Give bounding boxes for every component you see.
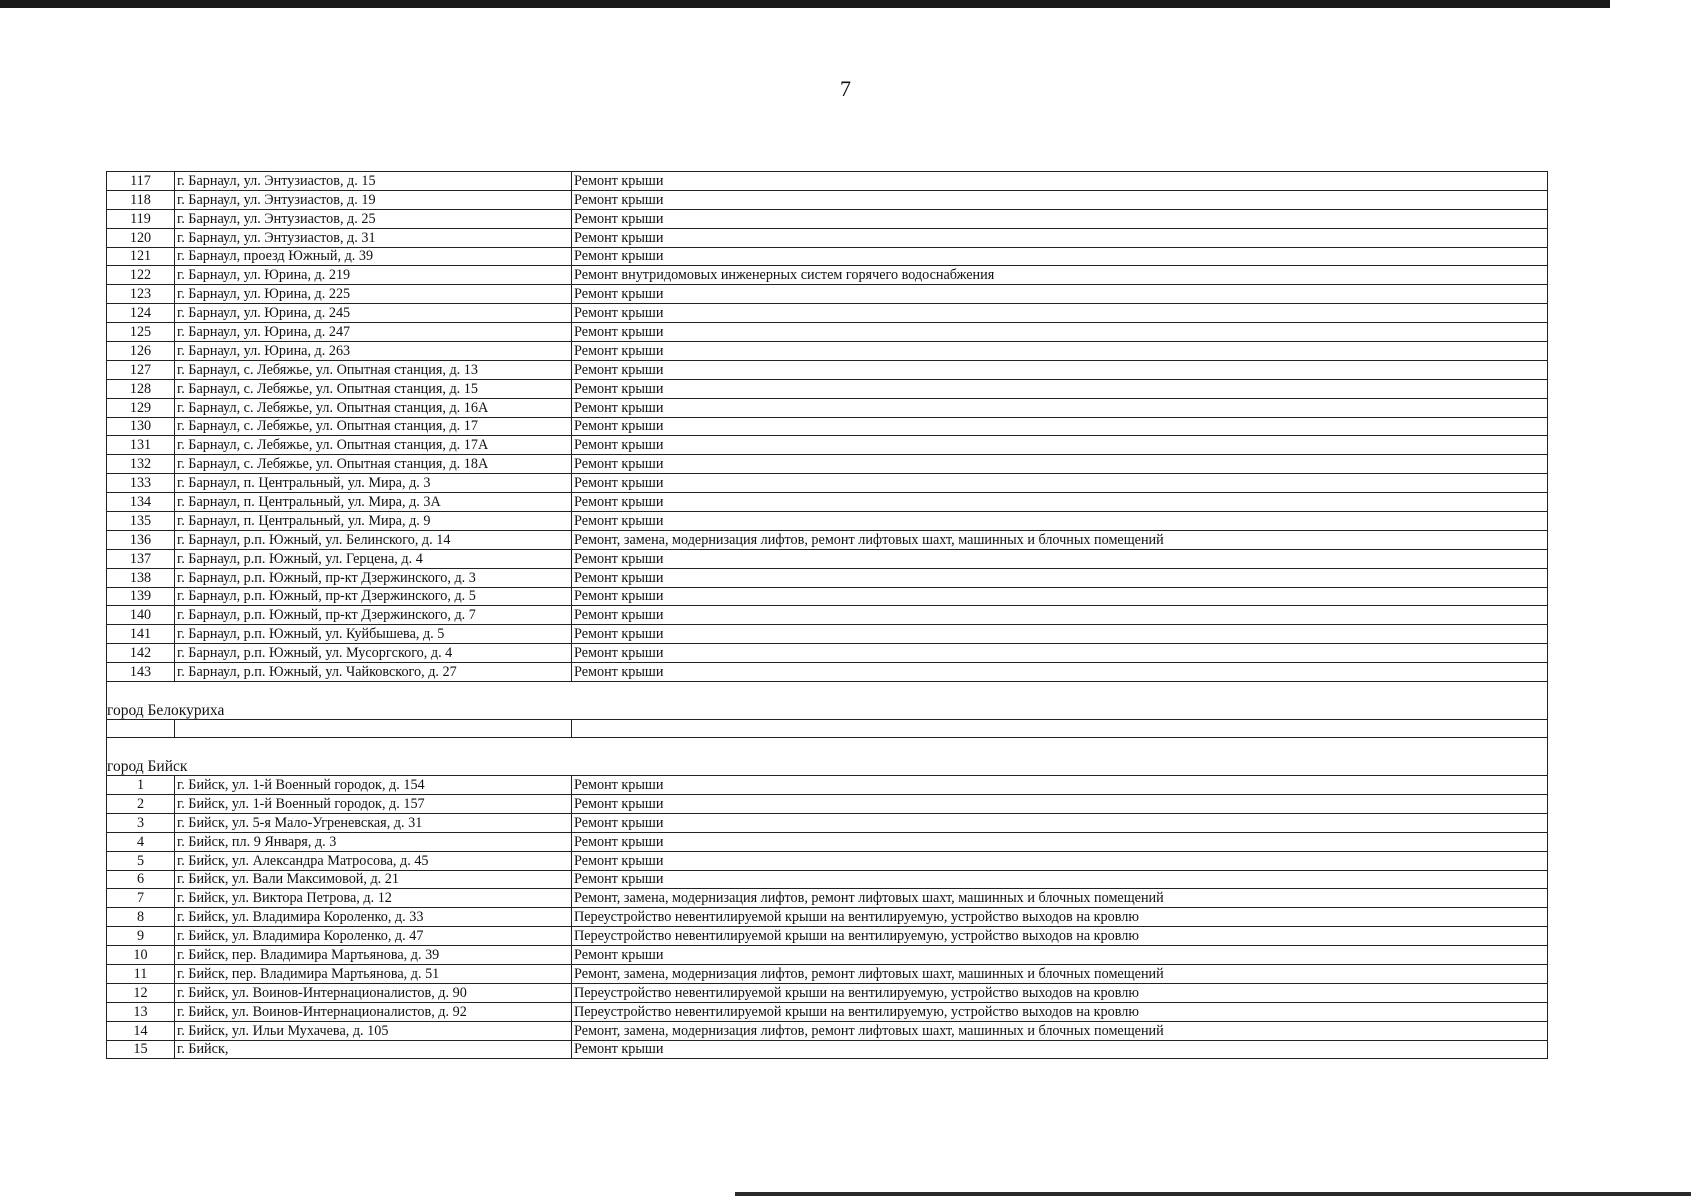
row-address: г. Бийск, пер. Владимира Мартьянова, д. 39 [175,946,572,965]
row-address: г. Бийск, ул. Ильи Мухачева, д. 105 [175,1021,572,1040]
row-number: 15 [107,1040,175,1059]
row-address: г. Барнаул, ул. Юрина, д. 263 [175,342,572,361]
row-number: 125 [107,323,175,342]
row-address: г. Барнаул, р.п. Южный, ул. Куйбышева, д. 5 [175,625,572,644]
row-address: г. Бийск, [175,1040,572,1059]
row-number: 140 [107,606,175,625]
row-number: 1 [107,776,175,795]
row-address: г. Бийск, ул. Владимира Короленко, д. 47 [175,927,572,946]
row-address: г. Бийск, ул. 1-й Военный городок, д. 154 [175,776,572,795]
row-work-type: Ремонт, замена, модернизация лифтов, ремонт лифтовых шахт, машинных и блочных помещений [572,1021,1548,1040]
row-work-type: Ремонт крыши [572,606,1548,625]
table-row [107,851,1548,870]
row-number: 137 [107,549,175,568]
row-number: 126 [107,342,175,361]
row-address: г. Барнаул, ул. Юрина, д. 245 [175,304,572,323]
row-address: г. Барнаул, ул. Юрина, д. 219 [175,266,572,285]
row-number: 130 [107,417,175,436]
row-number: 13 [107,1002,175,1021]
row-number: 136 [107,530,175,549]
row-number: 6 [107,870,175,889]
row-address: г. Бийск, ул. Воинов-Интернационалистов, д. 92 [175,1002,572,1021]
table-row [107,1040,1548,1059]
row-address: г. Бийск, ул. Владимира Короленко, д. 33 [175,908,572,927]
row-address: г. Барнаул, р.п. Южный, пр-кт Дзержинского, д. 5 [175,587,572,606]
row-work-type: Ремонт крыши [572,851,1548,870]
scan-border-bottom [735,1192,1691,1196]
row-number: 14 [107,1021,175,1040]
row-address: г. Барнаул, р.п. Южный, пр-кт Дзержинского, д. 7 [175,606,572,625]
row-number: 133 [107,474,175,493]
page-number: 7 [840,76,851,101]
row-number: 117 [107,172,175,191]
row-address: г. Барнаул, ул. Юрина, д. 247 [175,323,572,342]
row-work-type: Ремонт крыши [572,172,1548,191]
table-row [107,644,1548,663]
row-work-type: Ремонт крыши [572,512,1548,531]
row-work-type: Ремонт крыши [572,209,1548,228]
scan-border-top [0,0,1610,8]
row-work-type: Переустройство невентилируемой крыши на вентилируемую, устройство выходов на кровлю [572,927,1548,946]
table-row [107,587,1548,606]
row-work-type: Ремонт крыши [572,247,1548,266]
row-number: 5 [107,851,175,870]
row-address: г. Барнаул, п. Центральный, ул. Мира, д. 3 [175,474,572,493]
row-work-type: Ремонт крыши [572,663,1548,682]
row-number: 124 [107,304,175,323]
row-number: 128 [107,379,175,398]
row-work-type: Ремонт крыши [572,1040,1548,1059]
table-row [107,813,1548,832]
row-work-type: Ремонт крыши [572,587,1548,606]
table-row [107,625,1548,644]
row-work-type: Ремонт крыши [572,832,1548,851]
row-work-type: Ремонт, замена, модернизация лифтов, ремонт лифтовых шахт, машинных и блочных помещений [572,964,1548,983]
table-row [107,172,1548,191]
row-number: 142 [107,644,175,663]
table-row [107,228,1548,247]
row-work-type: Ремонт крыши [572,493,1548,512]
row-number: 127 [107,360,175,379]
table-row [107,606,1548,625]
table-row [107,360,1548,379]
row-address: г. Барнаул, проезд Южный, д. 39 [175,247,572,266]
row-address: г. Бийск, пер. Владимира Мартьянова, д. 51 [175,964,572,983]
table-row [107,832,1548,851]
row-number: 4 [107,832,175,851]
row-work-type: Ремонт крыши [572,379,1548,398]
row-address: г. Бийск, ул. Виктора Петрова, д. 12 [175,889,572,908]
table-row [107,794,1548,813]
table-row [107,190,1548,209]
row-work-type: Ремонт крыши [572,568,1548,587]
row-address: г. Барнаул, ул. Энтузиастов, д. 19 [175,190,572,209]
table-row [107,304,1548,323]
row-address: г. Барнаул, р.п. Южный, ул. Чайковского, д. 27 [175,663,572,682]
empty-cell [572,720,1548,738]
table-row [107,379,1548,398]
row-address: г. Барнаул, с. Лебяжье, ул. Опытная станция, д. 16А [175,398,572,417]
row-work-type: Ремонт крыши [572,436,1548,455]
works-table [106,171,1548,1059]
row-address: г. Барнаул, ул. Энтузиастов, д. 15 [175,172,572,191]
table-row [107,247,1548,266]
row-number: 123 [107,285,175,304]
row-number: 141 [107,625,175,644]
row-address: г. Барнаул, ул. Энтузиастов, д. 31 [175,228,572,247]
table-row [107,285,1548,304]
row-number: 139 [107,587,175,606]
table-row [107,436,1548,455]
row-address: г. Барнаул, п. Центральный, ул. Мира, д. 3А [175,493,572,512]
table-row [107,1021,1548,1040]
row-address: г. Бийск, пл. 9 Января, д. 3 [175,832,572,851]
table-row [107,663,1548,682]
row-address: г. Барнаул, с. Лебяжье, ул. Опытная станция, д. 17 [175,417,572,436]
table-row [107,776,1548,795]
table-row [107,493,1548,512]
table-row [107,946,1548,965]
row-number: 143 [107,663,175,682]
row-number: 10 [107,946,175,965]
table-row [107,549,1548,568]
row-work-type: Ремонт крыши [572,870,1548,889]
table-row [107,1002,1548,1021]
section-title: город Белокуриха [107,682,1548,720]
section-heading-row [107,682,1548,720]
row-work-type: Ремонт крыши [572,228,1548,247]
row-work-type: Ремонт крыши [572,455,1548,474]
row-number: 8 [107,908,175,927]
row-address: г. Барнаул, р.п. Южный, ул. Белинского, д. 14 [175,530,572,549]
row-address: г. Барнаул, ул. Юрина, д. 225 [175,285,572,304]
row-work-type: Ремонт крыши [572,794,1548,813]
row-work-type: Ремонт, замена, модернизация лифтов, ремонт лифтовых шахт, машинных и блочных помещений [572,530,1548,549]
row-work-type: Ремонт крыши [572,946,1548,965]
row-address: г. Бийск, ул. 1-й Военный городок, д. 157 [175,794,572,813]
row-work-type: Ремонт крыши [572,474,1548,493]
row-work-type: Ремонт крыши [572,342,1548,361]
empty-row [107,720,1548,738]
table-row [107,266,1548,285]
table-row [107,889,1548,908]
row-number: 132 [107,455,175,474]
table-row [107,908,1548,927]
row-number: 2 [107,794,175,813]
row-work-type: Ремонт крыши [572,285,1548,304]
works-table-container [106,171,1547,1059]
row-work-type: Ремонт крыши [572,190,1548,209]
row-work-type: Ремонт крыши [572,625,1548,644]
table-row [107,209,1548,228]
row-work-type: Ремонт крыши [572,549,1548,568]
row-work-type: Ремонт крыши [572,776,1548,795]
row-address: г. Барнаул, р.п. Южный, ул. Герцена, д. 4 [175,549,572,568]
row-address: г. Барнаул, ул. Энтузиастов, д. 25 [175,209,572,228]
row-work-type: Ремонт крыши [572,323,1548,342]
row-work-type: Ремонт крыши [572,398,1548,417]
table-row [107,455,1548,474]
row-address: г. Бийск, ул. Вали Максимовой, д. 21 [175,870,572,889]
works-table-body [107,172,1548,1059]
row-address: г. Барнаул, р.п. Южный, ул. Мусоргского, д. 4 [175,644,572,663]
row-number: 131 [107,436,175,455]
table-row [107,417,1548,436]
empty-cell [175,720,572,738]
row-address: г. Барнаул, с. Лебяжье, ул. Опытная станция, д. 15 [175,379,572,398]
row-address: г. Барнаул, с. Лебяжье, ул. Опытная станция, д. 18А [175,455,572,474]
table-row [107,568,1548,587]
row-number: 12 [107,983,175,1002]
row-number: 9 [107,927,175,946]
row-number: 134 [107,493,175,512]
row-number: 135 [107,512,175,531]
table-row [107,323,1548,342]
row-number: 121 [107,247,175,266]
empty-cell [107,720,175,738]
row-number: 129 [107,398,175,417]
row-number: 11 [107,964,175,983]
table-row [107,474,1548,493]
row-work-type: Ремонт крыши [572,304,1548,323]
row-number: 7 [107,889,175,908]
table-row [107,342,1548,361]
row-number: 122 [107,266,175,285]
row-work-type: Переустройство невентилируемой крыши на вентилируемую, устройство выходов на кровлю [572,983,1548,1002]
row-address: г. Барнаул, п. Центральный, ул. Мира, д. 9 [175,512,572,531]
row-number: 119 [107,209,175,228]
row-number: 120 [107,228,175,247]
row-address: г. Барнаул, с. Лебяжье, ул. Опытная станция, д. 17А [175,436,572,455]
table-row [107,512,1548,531]
row-work-type: Ремонт внутридомовых инженерных систем горячего водоснабжения [572,266,1548,285]
table-row [107,870,1548,889]
table-row [107,964,1548,983]
section-heading-row [107,738,1548,776]
row-work-type: Ремонт крыши [572,644,1548,663]
row-number: 118 [107,190,175,209]
table-row [107,927,1548,946]
row-number: 138 [107,568,175,587]
row-address: г. Бийск, ул. 5-я Мало-Угреневская, д. 31 [175,813,572,832]
table-row [107,530,1548,549]
row-address: г. Барнаул, с. Лебяжье, ул. Опытная станция, д. 13 [175,360,572,379]
row-work-type: Ремонт крыши [572,417,1548,436]
row-work-type: Переустройство невентилируемой крыши на вентилируемую, устройство выходов на кровлю [572,1002,1548,1021]
row-work-type: Ремонт, замена, модернизация лифтов, ремонт лифтовых шахт, машинных и блочных помещений [572,889,1548,908]
row-work-type: Ремонт крыши [572,360,1548,379]
section-title: город Бийск [107,738,1548,776]
row-number: 3 [107,813,175,832]
row-work-type: Переустройство невентилируемой крыши на вентилируемую, устройство выходов на кровлю [572,908,1548,927]
row-address: г. Бийск, ул. Воинов-Интернационалистов, д. 90 [175,983,572,1002]
row-address: г. Бийск, ул. Александра Матросова, д. 45 [175,851,572,870]
table-row [107,398,1548,417]
row-address: г. Барнаул, р.п. Южный, пр-кт Дзержинского, д. 3 [175,568,572,587]
row-work-type: Ремонт крыши [572,813,1548,832]
table-row [107,983,1548,1002]
